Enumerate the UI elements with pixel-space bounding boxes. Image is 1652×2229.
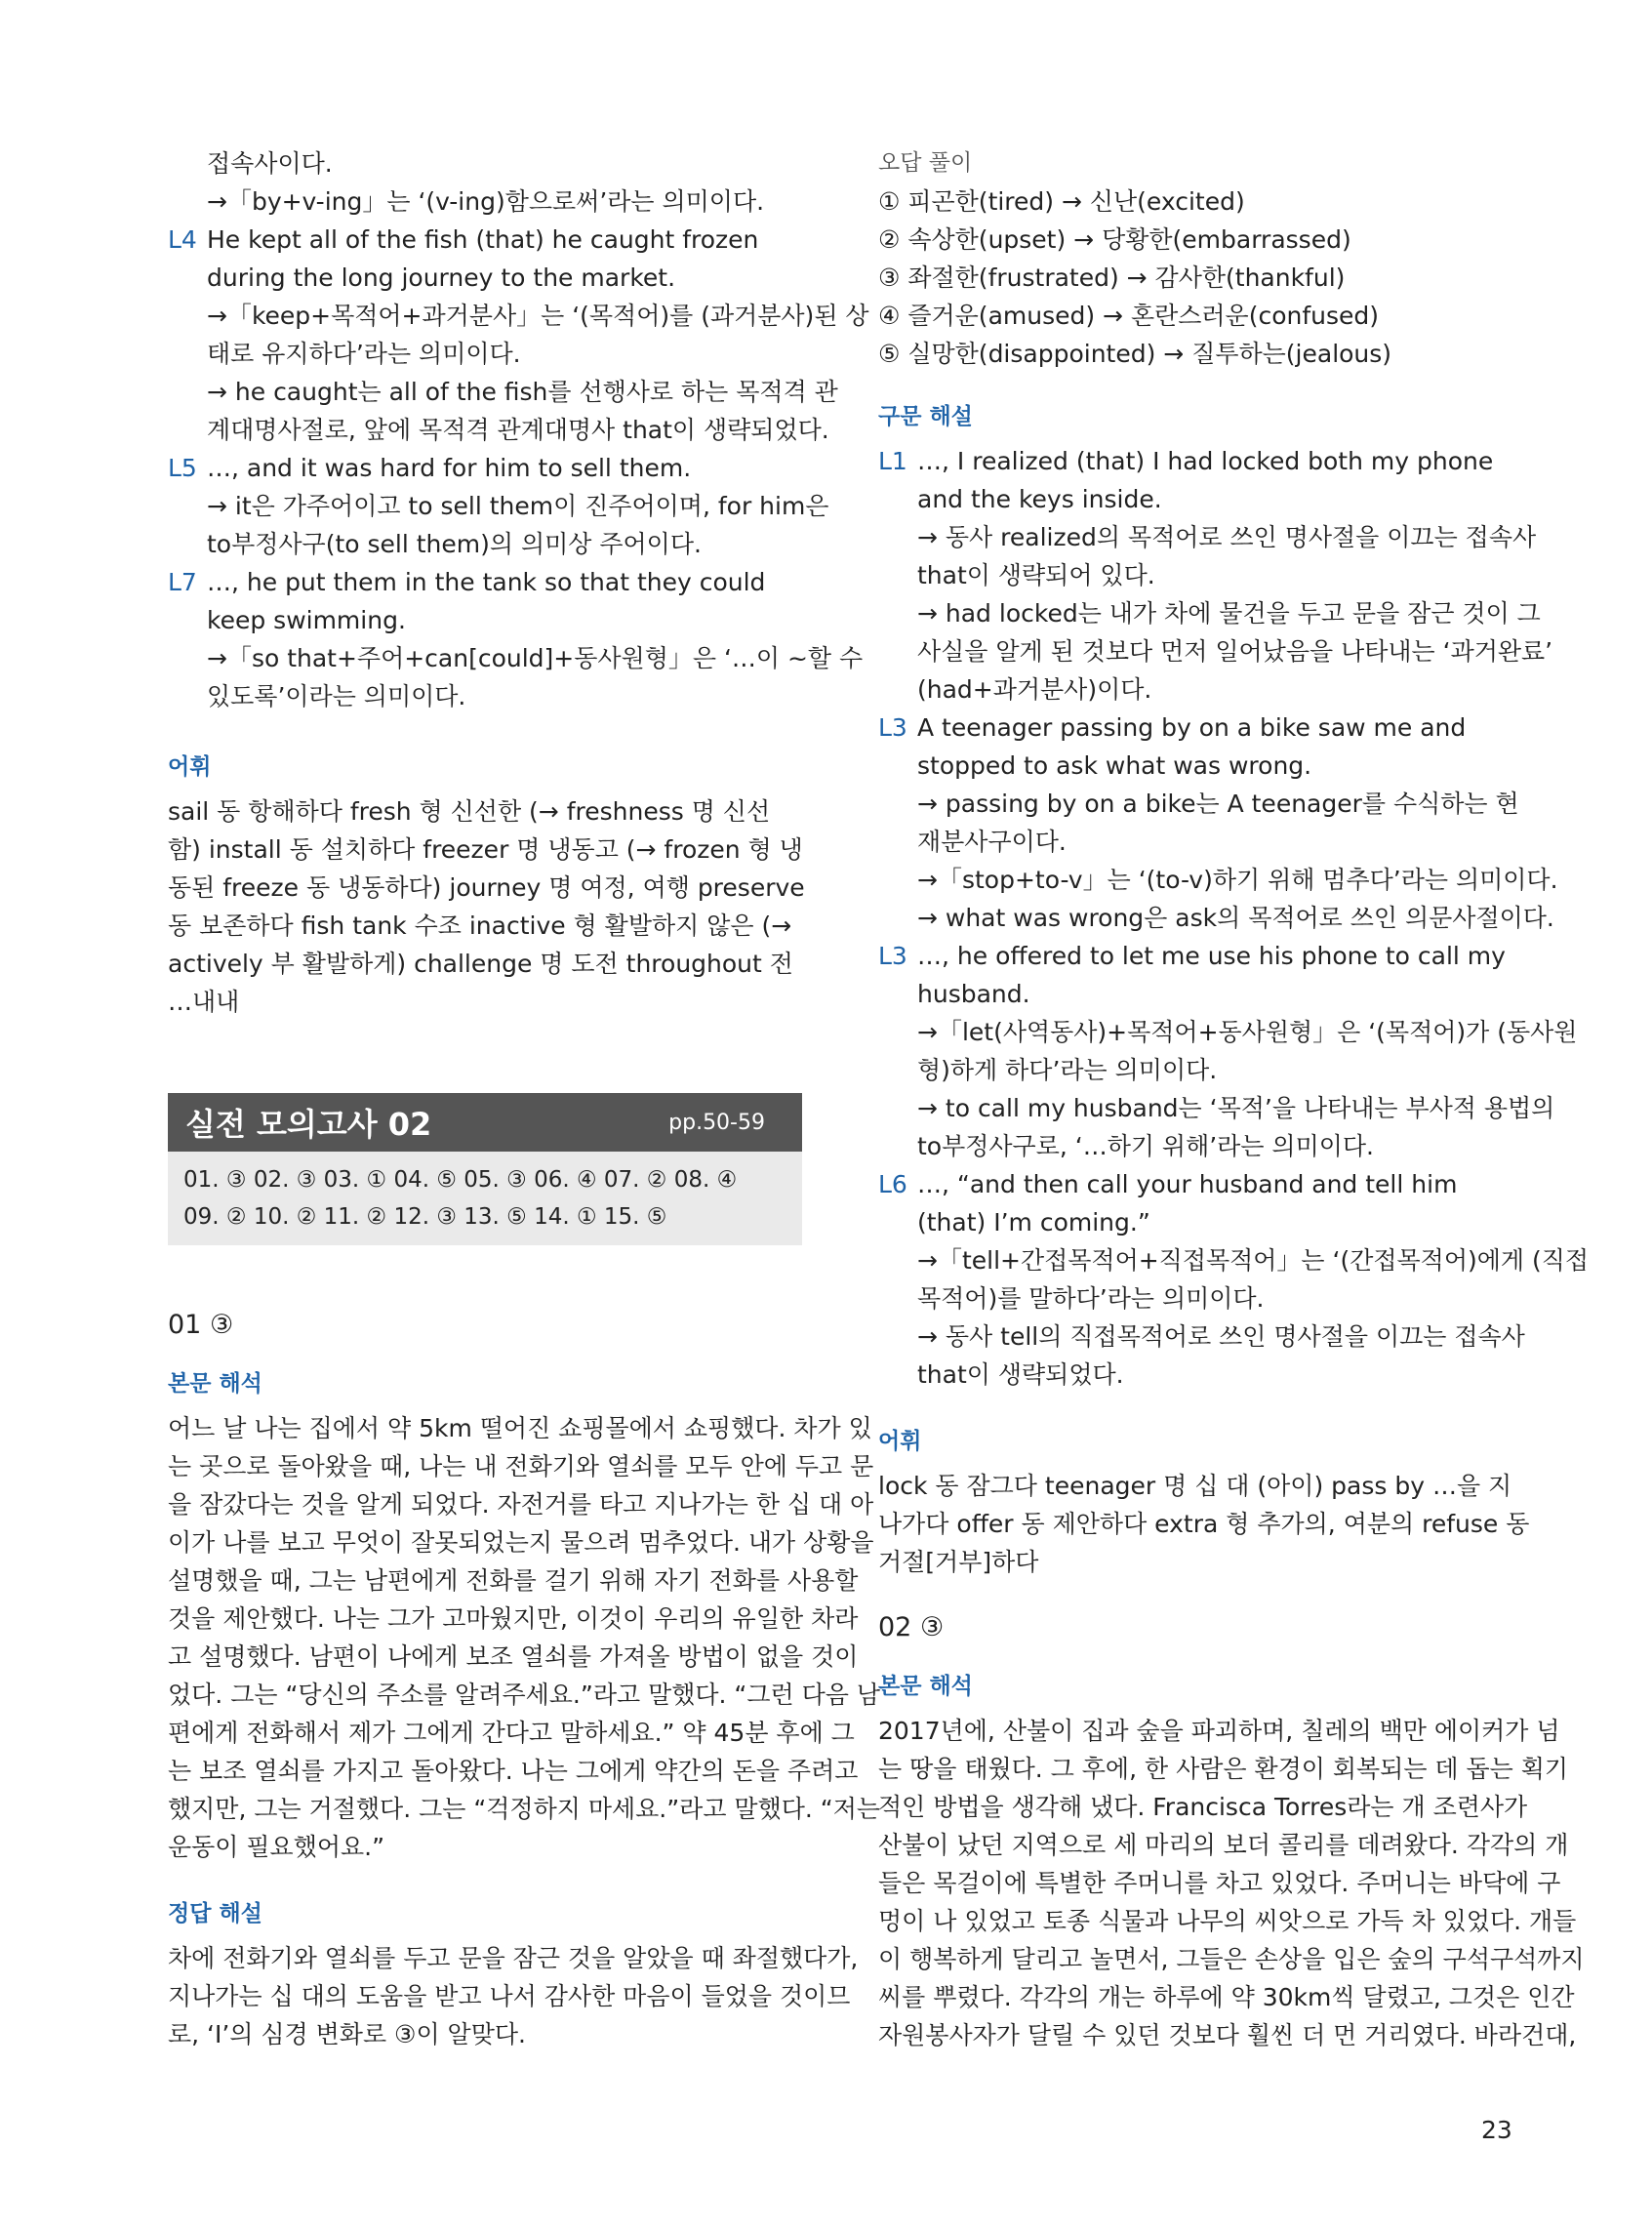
text-line: 편에게 전화해서 제가 그에게 간다고 말하세요.” 약 45분 후에 그 [168,1719,855,1747]
l7-sentence: L7 …, he put them in the tank so that they could [168,563,802,601]
sentence-cont: and the keys inside. [917,485,1162,513]
text-line: 자원봉사자가 달릴 수 있던 것보다 훨씬 더 먼 거리였다. 바라건대, [878,2021,1577,2049]
note-line: 형)하게 하다’라는 의미이다. [917,1056,1218,1084]
l4-sentence: L4 He kept all of the fish (that) he caught frozen [168,221,802,259]
note-line: → passing by on a bike는 A teenager를 수식하는 현 [917,790,1519,818]
note-line: →「stop+to-v」는 ‘(to-v)하기 위해 멈추다’라는 의미이다. [917,866,1558,894]
text-line: 이 행복하게 달리고 놀면서, 그들은 손상을 입은 숲의 구석구석까지 [878,1945,1585,1973]
sentence-cont: husband. [917,980,1030,1008]
text-line: 이가 나를 보고 무엇이 잘못되었는지 물으려 멈추었다. 내가 상황을 [168,1528,874,1557]
vocab-line: 동 보존하다 fish tank 수조 inactive 형 활발하지 않은 (→ [168,912,792,940]
vocab-line: 나가다 offer 동 제안하다 extra 형 추가의, 여분의 refuse 동 [878,1510,1530,1538]
note-line: 있도록’이라는 의미이다. [207,682,466,710]
text-line: 는 땅을 태웠다. 그 후에, 한 사람은 환경이 회복되는 데 돕는 획기 [878,1755,1569,1783]
syntax-heading: 구문 해설 [878,404,973,429]
vocab-line: 함) install 동 설치하다 freezer 명 냉동고 (→ frozen 형 냉 [168,835,803,864]
r-l6-sentence: L6 …, “and then call your husband and tell him [878,1165,1515,1203]
intro-line: →「by+v-ing」는 ‘(v-ing)함으로써’라는 의미이다. [207,187,765,216]
exam-answer-box [168,1093,802,1245]
note-line: 사실을 알게 된 것보다 먼저 일어났음을 나타내는 ‘과거완료’ [917,637,1553,666]
sentence-cont: (that) I’m coming.” [917,1208,1150,1236]
note-line: → had locked는 내가 차에 물건을 두고 문을 잠근 것이 그 [917,599,1541,628]
line-label: L3 [878,713,907,742]
left-column [168,144,869,1021]
vocab-heading: 어휘 [168,754,212,780]
vocab-heading: 어휘 [878,1429,922,1454]
exam-header [168,1093,802,1152]
text-line: 운동이 필요했어요.” [168,1833,385,1861]
line-label: L1 [878,447,907,475]
text-line: 을 잠갔다는 것을 알게 되었다. 자전거를 타고 지나가는 한 십 대 아 [168,1490,874,1519]
text-line: 씨를 뿌렸다. 각각의 개는 하루에 약 30km씩 달렸고, 그것은 인간 [878,1983,1575,2011]
note-line: (had+과거분사)이다. [917,675,1152,704]
text-line: 는 곳으로 돌아왔을 때, 나는 내 전화기와 열쇠를 모두 안에 두고 문 [168,1452,874,1480]
vocab-line: …내내 [168,988,240,1016]
note-line: → 동사 tell의 직접목적어로 쓰인 명사절을 이끄는 접속사 [917,1322,1525,1351]
text-line: 들은 목걸이에 특별한 주머니를 차고 있었다. 주머니는 바닥에 구 [878,1869,1561,1897]
exam-answers [168,1152,802,1245]
text-line: 2017년에, 산불이 집과 숲을 파괴하며, 칠레의 백만 에이커가 넘 [878,1717,1560,1745]
intro-line: 접속사이다. [207,149,333,178]
note-line: 계대명사절로, 앞에 목적격 관계대명사 that이 생략되었다. [207,416,829,444]
note-line: 재분사구이다. [917,828,1067,856]
exam-pages: pp.50-59 [668,1110,765,1135]
answer-heading: 정답 해설 [168,1901,262,1926]
vocab-line: 동된 freeze 동 냉동하다) journey 명 여정, 여행 preserve [168,873,805,902]
note-line: → to call my husband는 ‘목적’을 나타내는 부사적 용법의 [917,1094,1555,1122]
text-line: 것을 제안했다. 나는 그가 고마웠지만, 이것이 우리의 유일한 차라 [168,1604,859,1633]
answer-line: 지나가는 십 대의 도움을 받고 나서 감사한 마음이 들었을 것이므 [168,1982,851,2010]
l7-sentence-cont: keep swimming. [207,606,406,634]
question-number: 01 ③ [168,1310,234,1340]
wrong-line: ① 피곤한(tired) → 신난(excited) [878,187,1245,216]
vocab-line: sail 동 항해하다 fresh 형 신선한 (→ freshness 명 신선 [168,797,771,826]
line-label: L3 [878,942,907,970]
right-column [878,144,1590,2054]
answers-line: 09. ② 10. ② 11. ② 12. ③ 13. ⑤ 14. ① 15. ⑤ [183,1204,667,1230]
l4-sentence-cont: during the long journey to the market. [207,263,676,292]
note-line: 목적어)를 말하다’라는 의미이다. [917,1284,1265,1313]
note-line: →「keep+목적어+과거분사」는 ‘(목적어)를 (과거분사)된 상 [207,302,869,330]
text-line: 어느 날 나는 집에서 약 5km 떨어진 쇼핑몰에서 쇼핑했다. 차가 있 [168,1414,872,1442]
vocab-line: actively 부 활발하게) challenge 명 도전 throughout 전 [168,950,793,978]
question-number: 02 ③ [878,1612,945,1642]
note-line: →「tell+간접목적어+직접목적어」는 ‘(간접목적어)에게 (직접 [917,1246,1590,1275]
vocab-line: lock 동 잠그다 teenager 명 십 대 (아이) pass by …을 지 [878,1472,1512,1500]
wrong-answers-heading: 오답 풀이 [878,150,973,176]
text-line: 는 보조 열쇠를 가지고 돌아왔다. 나는 그에게 약간의 돈을 주려고 [168,1757,859,1785]
line-label: L6 [878,1170,907,1198]
note-line: to부정사구로, ‘…하기 위해’라는 의미이다. [917,1132,1374,1160]
line-label: L7 [168,568,197,596]
note-line: →「let(사역동사)+목적어+동사원형」은 ‘(목적어)가 (동사원 [917,1018,1578,1046]
text-line: 산불이 났던 지역으로 세 마리의 보더 콜리를 데려왔다. 각각의 개 [878,1831,1569,1859]
text-line: 고 설명했다. 남편이 나에게 보조 열쇠를 가져올 방법이 없을 것이 [168,1642,859,1671]
note-line: 태로 유지하다’라는 의미이다. [207,340,521,368]
wrong-line: ⑤ 실망한(disappointed) → 질투하는(jealous) [878,340,1392,368]
note-line: that이 생략되어 있다. [917,561,1155,589]
text-line: 설명했을 때, 그는 남편에게 전화를 걸기 위해 자기 전화를 사용할 [168,1566,859,1595]
exam-title: 실전 모의고사 02 [185,1106,432,1143]
wrong-line: ③ 좌절한(frustrated) → 감사한(thankful) [878,263,1346,292]
page-number: 23 [1481,2116,1512,2144]
text-line: 멍이 나 있었고 토종 식물과 나무의 씨앗으로 가득 차 있었다. 개들 [878,1907,1577,1935]
answer-line: 차에 전화기와 열쇠를 두고 문을 잠근 것을 알았을 때 좌절했다가, [168,1944,859,1972]
text-heading: 본문 해석 [878,1674,973,1699]
answer-line: 로, ‘I’의 심경 변화로 ③이 알맞다. [168,2020,526,2048]
line-label: L4 [168,225,197,254]
vocab-line: 거절[거부]하다 [878,1548,1039,1576]
sentence-cont: stopped to ask what was wrong. [917,751,1312,780]
note-line: → it은 가주어이고 to sell them이 진주어이며, for him은 [207,492,829,520]
note-line: → 동사 realized의 목적어로 쓰인 명사절을 이끄는 접속사 [917,523,1537,551]
text-line: 적인 방법을 생각해 냈다. Francisca Torres라는 개 조련사가 [878,1793,1528,1821]
r-l1-sentence: L1 …, I realized (that) I had locked both my phone [878,442,1515,480]
text-heading: 본문 해석 [168,1371,262,1397]
note-line: → he caught는 all of the fish를 선행사로 하는 목적격 관 [207,378,838,406]
note-line: that이 생략되었다. [917,1360,1124,1389]
text-line: 었다. 그는 “당신의 주소를 알려주세요.”라고 말했다. “그런 다음 남 [168,1681,881,1709]
text-line: 했지만, 그는 거절했다. 그는 “걱정하지 마세요.”라고 말했다. “저는 [168,1795,881,1823]
note-line: to부정사구(to sell them)의 의미상 주어이다. [207,530,702,558]
line-label: L5 [168,454,197,482]
wrong-line: ② 속상한(upset) → 당황한(embarrassed) [878,225,1351,254]
l5-sentence: L5 …, and it was hard for him to sell them. [168,449,802,487]
r-l3b-sentence: L3 …, he offered to let me use his phone to call my [878,937,1515,975]
q01-section [168,1278,881,2053]
r-l3-sentence: L3 A teenager passing by on a bike saw me and [878,709,1515,747]
note-line: → what was wrong은 ask의 목적어로 쓰인 의문사절이다. [917,904,1554,932]
answers-line: 01. ③ 02. ③ 03. ① 04. ⑤ 05. ③ 06. ④ 07. ② 08. ④ [183,1167,738,1193]
wrong-line: ④ 즐거운(amused) → 혼란스러운(confused) [878,302,1380,330]
note-line: →「so that+주어+can[could]+동사원형」은 ‘…이 ~할 수 [207,644,864,672]
